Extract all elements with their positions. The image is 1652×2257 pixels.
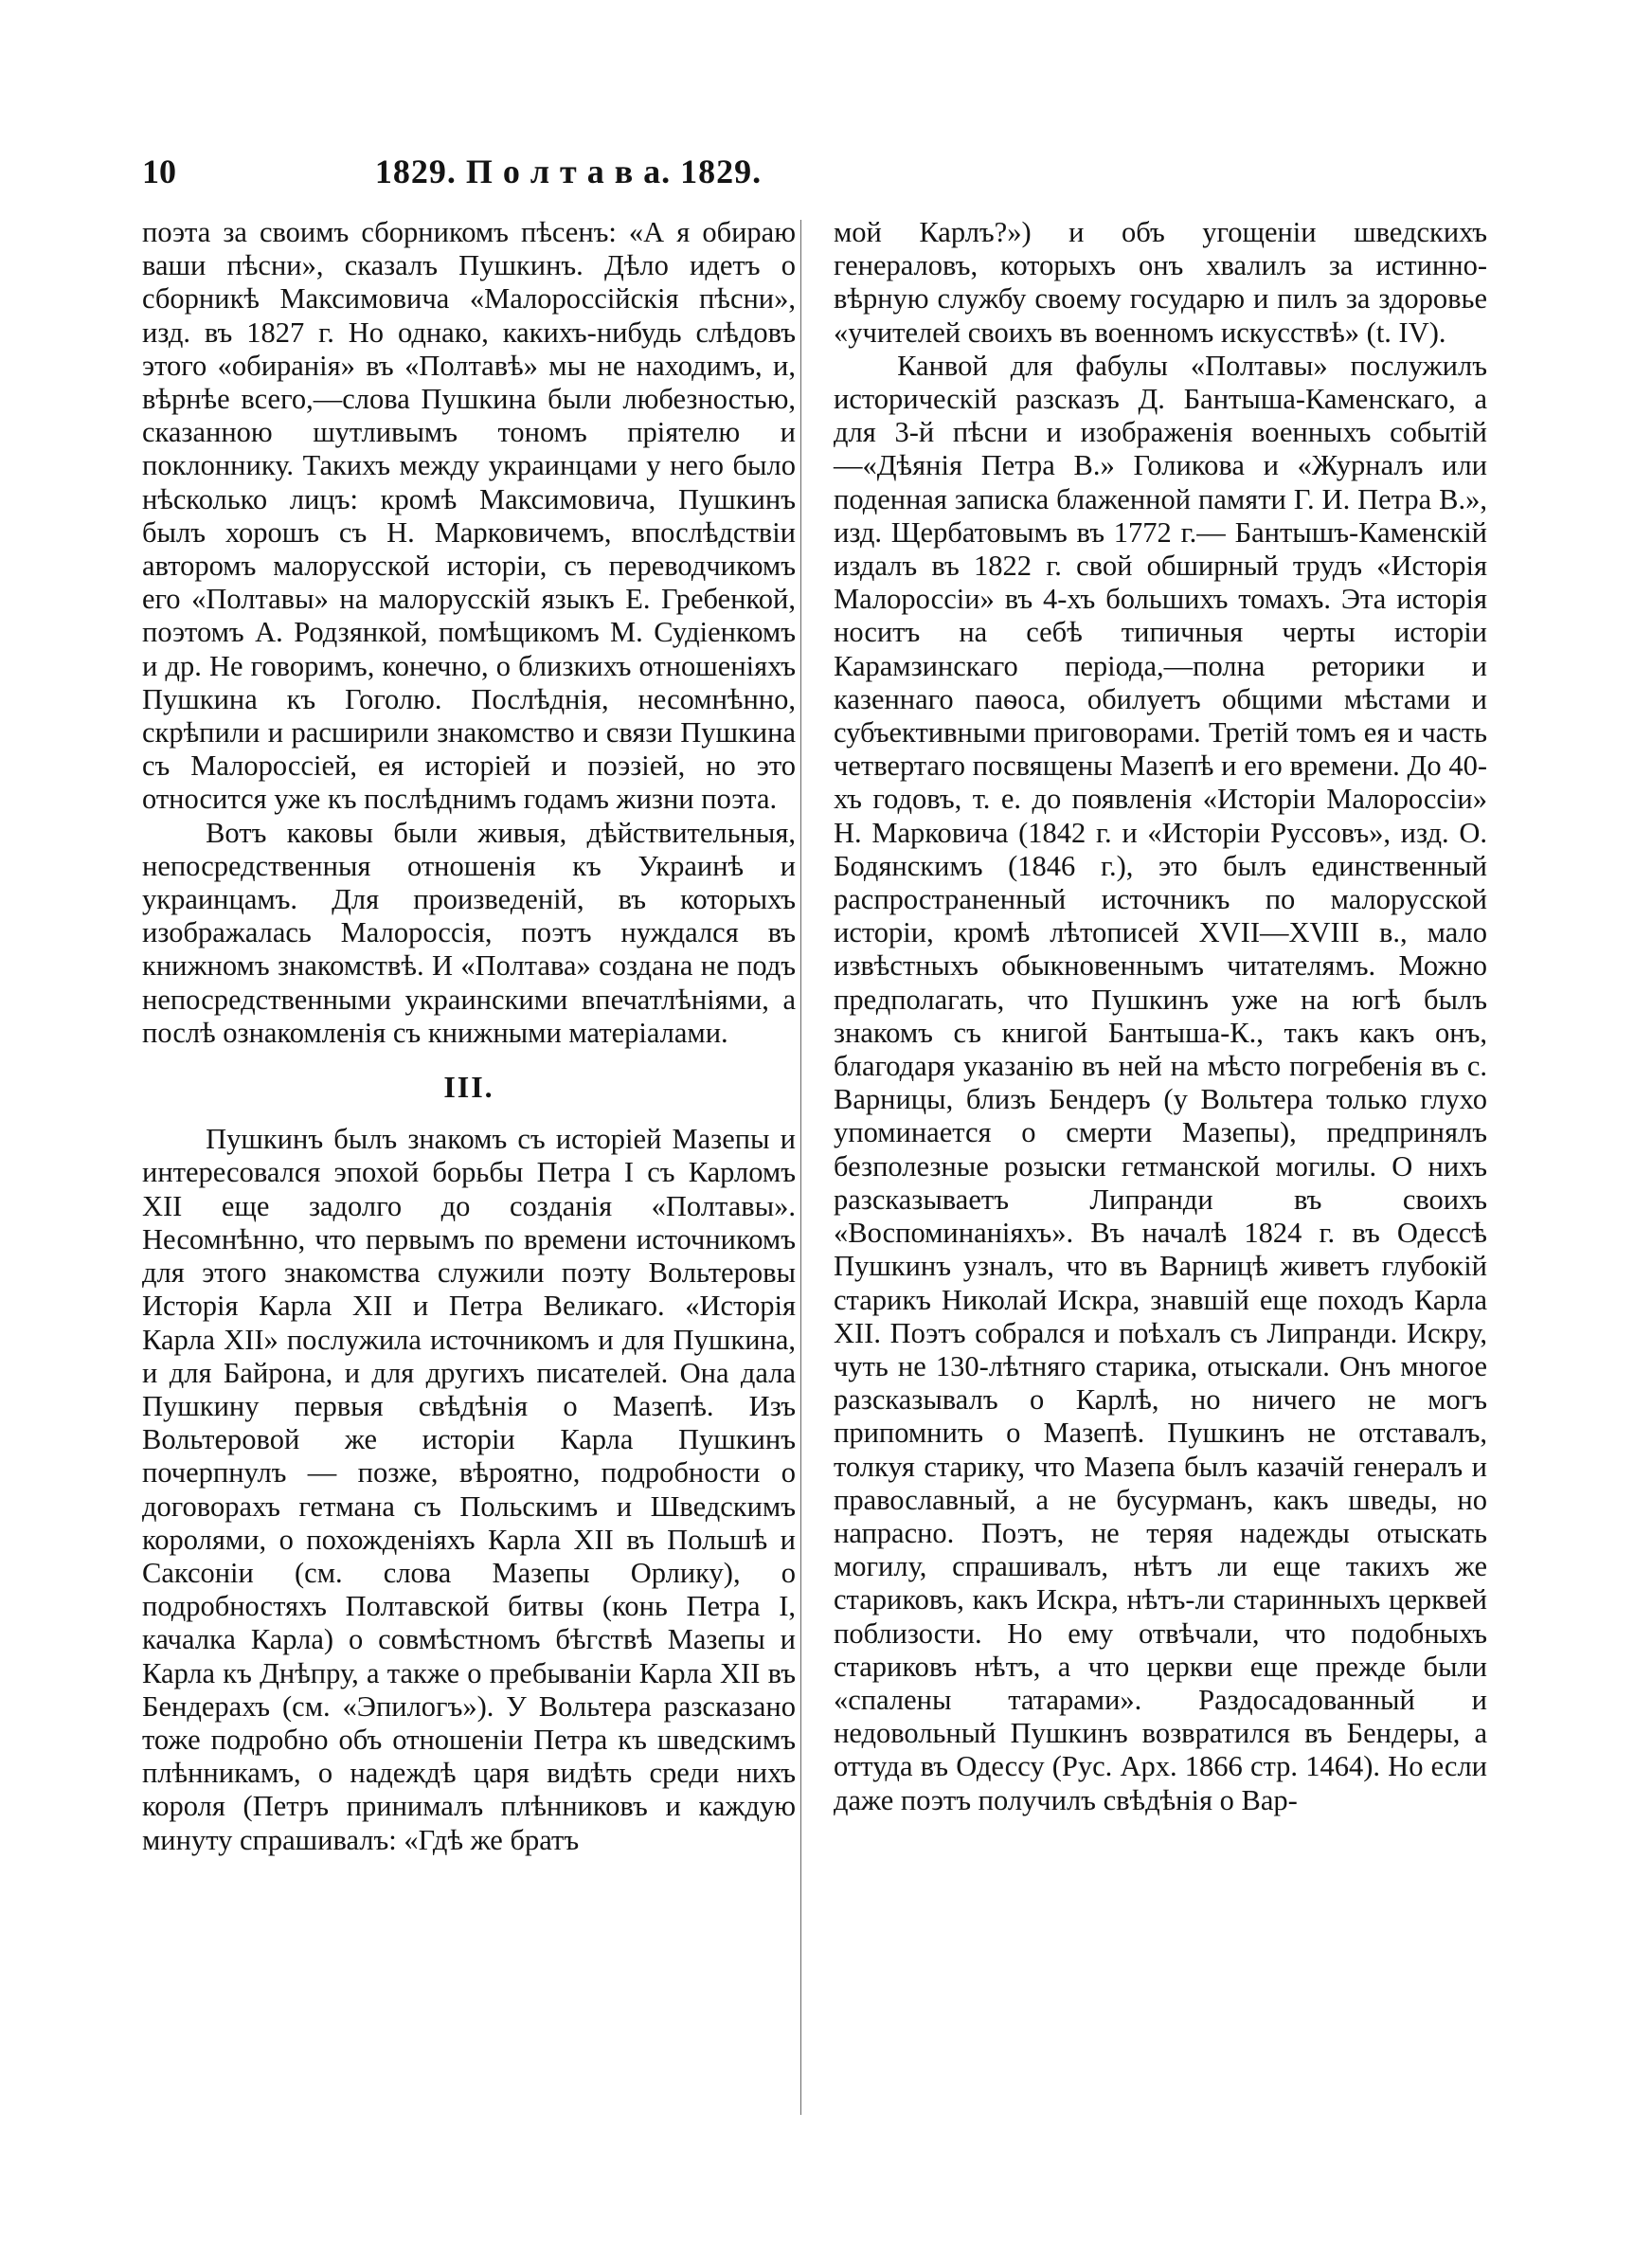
left-paragraph-1: поэта за своимъ сборникомъ пѣсенъ: «А я обираю ваши пѣсни», сказалъ Пушкинъ. Дѣло идетъ о сборникѣ Максимовича «Малороссійскія пѣсни», изд. въ 1827 г. Но однако, какихъ-нибудь слѣдовъ этого «обиранія» въ «Полтавѣ» мы не находимъ, и, вѣрнѣе всего,—слова Пушкина были любезностью, сказанною шутливымъ тономъ пріятелю и поклоннику. Такихъ между украинцами у него было нѣсколько лицъ: кромѣ Максимовича, Пушкинъ былъ хорошъ съ Н. Марковичемъ, впослѣдствіи авторомъ малорусской исторіи, съ переводчикомъ его «Полтавы» на малорусскій языкъ Е. Гребенкой, поэтомъ А. Родзянкой, помѣщикомъ М. Судіенкомъ и др. Не говоримъ, конечно, о близкихъ отношеніяхъ Пушкина къ Гоголю. Послѣднія, несомнѣнно, скрѣпили и расширили знакомство и связи Пушкина съ Малороссіей, ея исторіей и поэзіей, но это относится уже къ послѣднимъ годамъ жизни поэта. bbox=[142, 216, 796, 816]
right-paragraph-2: Канвой для фабулы «Полтавы» послужилъ историческій разсказъ Д. Бантыша-Каменскаго, а для 3-й пѣсни и изображенія военныхъ событій—«Дѣянія Петра В.» Голикова и «Журналъ или поденная записка блаженной памяти Г. И. Петра В.», изд. Щербатовымъ въ 1772 г.— Бантышъ-Каменскій издалъ въ 1822 г. свой обширный трудъ «Исторія Малороссіи» въ 4-хъ большихъ томахъ. Эта исторія носитъ на себѣ типичныя черты исторіи Карамзинскаго періода,—полна реторики и казеннаго паѳоса, обилуетъ общими мѣстами и субъективными приговорами. Третій томъ ея и часть четвертаго посвящены Мазепѣ и его времени. До 40-хъ годовъ, т. е. до появленія «Исторіи Малороссіи» Н. Марковича (1842 г. и «Исторіи Руссовъ», изд. О. Бодянскимъ (1846 г.), это былъ единственный распространенный источникъ по малорусской исторіи, кромѣ лѣтописей XVII—XVIII в., мало извѣстныхъ обыкновеннымъ читателямъ. Можно предполагать, что Пушкинъ уже на югѣ былъ знакомъ съ книгой Бантыша-К., такъ какъ онъ, благодаря указанію въ ней на мѣсто погребенія въ с. Варницы, близъ Бендеръ (у Вольтера только глухо упоминается о смерти Мазепы), предпринялъ безполезные розыски гетманской могилы. О нихъ разсказываетъ Липранди въ своихъ «Воспоминаніяхъ». Въ началѣ 1824 г. въ Одессѣ Пушкинъ узналъ, что въ Варницѣ живетъ глубокій старикъ Николай Искра, знавшій еще походъ Карла XII. Поэтъ собрался и поѣхалъ съ Липранди. Искру, чуть не 130-лѣтняго старика, отыскали. Онъ многое разсказывалъ о Карлѣ, но ничего не могъ припомнить о Мазепѣ. Пушкинъ не отставалъ, толкуя старику, что Мазепа былъ казачій генералъ и православный, а не бусурманъ, какъ шведы, но напрасно. Поэтъ, не теряя надежды отыскать могилу, спрашивалъ, нѣтъ ли еще такихъ же стариковъ, какъ Искра, нѣтъ-ли старинныхъ церквей поблизости. Но ему отвѣчали, что подобныхъ стариковъ нѣтъ, а что церкви еще прежде были «спалены татарами». Раздосадованный и недовольный Пушкинъ возвратился въ Бендеры, а оттуда въ Одессу (Рус. Арх. 1866 стр. 1464). Но если даже поэтъ получилъ свѣдѣнія о Вар- bbox=[834, 349, 1487, 1816]
column-divider bbox=[800, 220, 801, 2115]
page-number: 10 bbox=[142, 153, 176, 190]
right-paragraph-1: мой Карлъ?») и объ угощеніи шведскихъ генераловъ, которыхъ онъ хвалилъ за истинно-вѣрную службу своему государю и пилъ за здоровье «учителей своихъ въ военномъ искусствѣ» (t. IV). bbox=[834, 216, 1487, 349]
running-title: 1829. П о л т а в а. 1829. bbox=[374, 153, 763, 190]
right-column bbox=[834, 216, 1487, 1817]
left-paragraph-3: Пушкинъ былъ знакомъ съ исторіей Мазепы и интересовался эпохой борьбы Петра I съ Карломъ XII еще задолго до созданія «Полтавы». Несомнѣнно, что первымъ по времени источникомъ для этого знакомства служили поэту Вольтеровы Исторія Карла XII и Петра Великаго. «Исторія Карла XII» послужила источникомъ и для Пушкина, и для Байрона, и для другихъ писателей. Она дала Пушкину первыя свѣдѣнія о Мазепѣ. Изъ Вольтеровой же исторіи Карла Пушкинъ почерпнулъ — позже, вѣроятно, подробности о договорахъ гетмана съ Польскимъ и Шведскимъ королями, о похожденіяхъ Карла XII въ Польшѣ и Саксоніи (см. слова Мазепы Орлику), о подробностяхъ Полтавской битвы (конь Петра I, качалка Карла) о совмѣстномъ бѣгствѣ Мазепы и Карла къ Днѣпру, а также о пребываніи Карла XII въ Бендерахъ (см. «Эпилогъ»). У Вольтера разсказано тоже подробно объ отношеніи Петра къ шведскимъ плѣнникамъ, о надеждѣ царя видѣть среди нихъ короля (Петръ принималъ плѣнниковъ и каждую минуту спрашивалъ: «Гдѣ же братъ bbox=[142, 1123, 796, 1856]
left-paragraph-2: Вотъ каковы были живыя, дѣйствительныя, непосредственныя отношенія къ Украинѣ и украинцамъ. Для произведеній, въ которыхъ изображалась Малороссія, поэтъ нуждался въ книжномъ знакомствѣ. И «Полтава» создана не подъ непосредственными украинскими впечатлѣніями, а послѣ ознакомленія съ книжными матеріалами. bbox=[142, 816, 796, 1049]
left-column bbox=[142, 216, 796, 1857]
section-heading: III. bbox=[443, 1070, 494, 1105]
page-header bbox=[142, 152, 995, 199]
